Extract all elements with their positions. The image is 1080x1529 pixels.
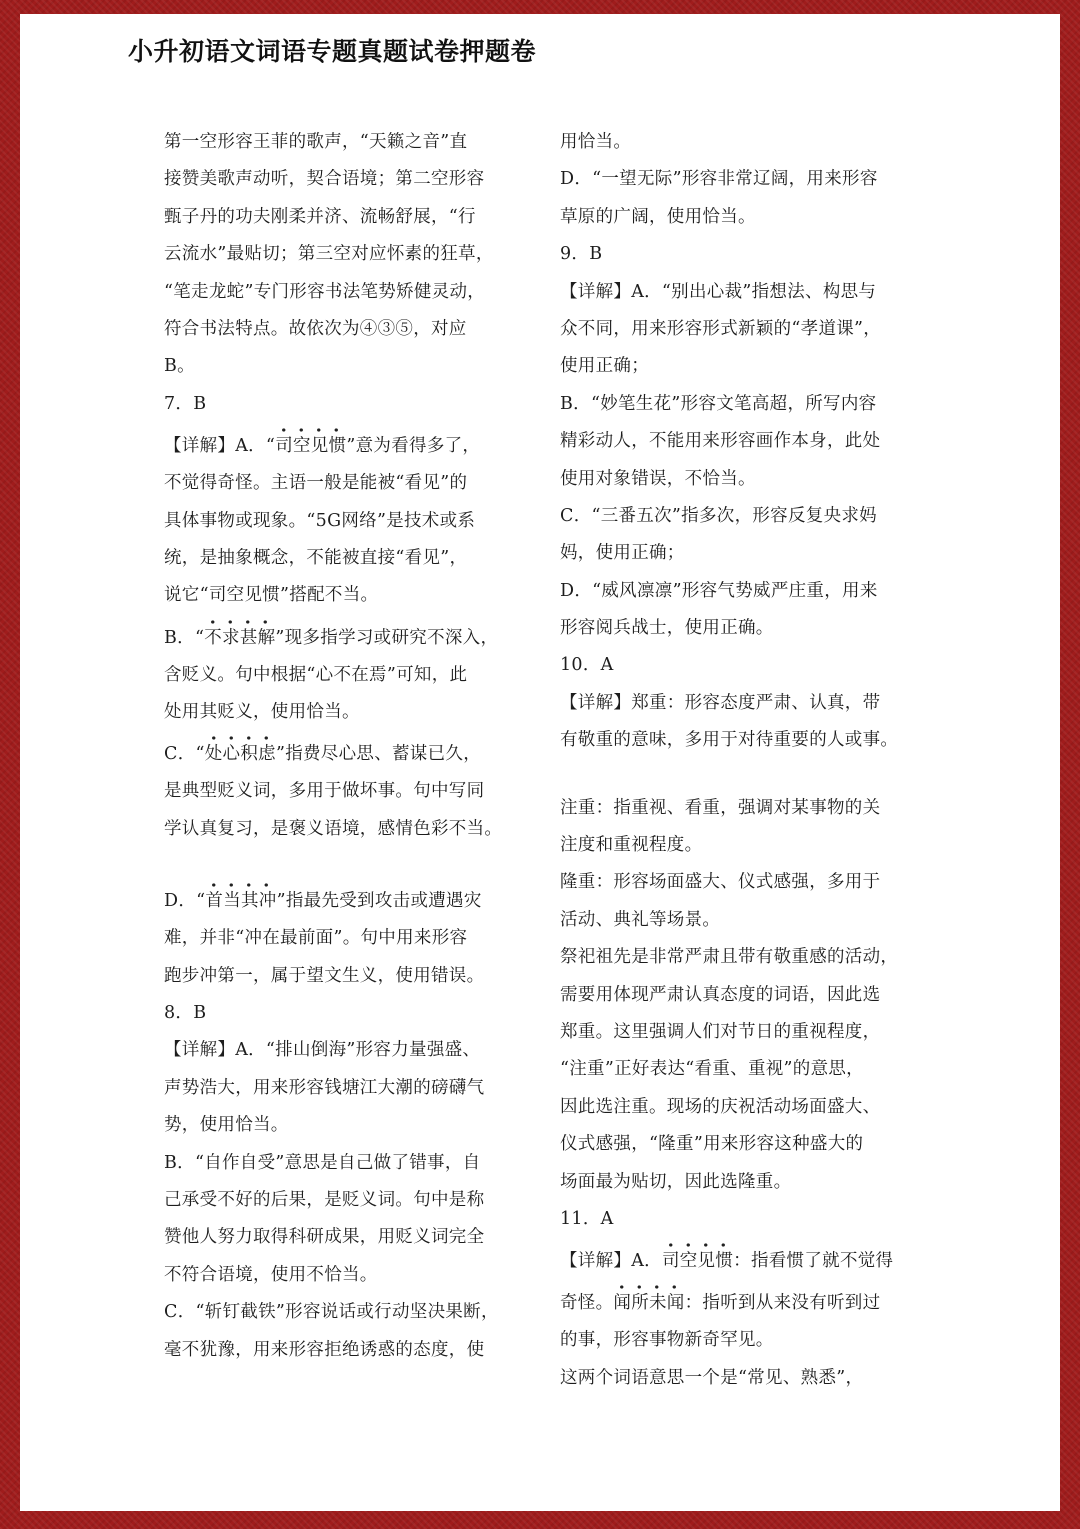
text-segment: ：指看惯了就不觉得 [733,1251,894,1272]
text-line: 声势浩大，用来形容钱塘江大潮的磅礴气 [164,1077,485,1098]
text-line: 妈，使用正确； [560,543,685,564]
text-line: D．“威风凛凛”形容气势威严庄重，用来 [560,580,878,601]
text-line: 有敬重的意味，多用于对待重要的人或事。 [560,730,899,751]
emphasized-term: 司空见惯 [275,426,346,456]
text-line: 具体事物或现象。“5G网络”是技术或系 [164,510,476,531]
text-line: 仪式感强，“隆重”用来形容这种盛大的 [560,1134,864,1155]
text-line: 8．B [164,1003,207,1024]
text-line: 因此选注重。现场的庆祝活动场面盛大、 [560,1096,881,1117]
text-line: C．“斩钉截铁”形容说话或行动坚决果断， [164,1302,499,1323]
text-line: 毫不犹豫，用来形容拒绝诱惑的态度，使 [164,1339,485,1360]
paragraph-gap [560,760,928,790]
text-line: 甄子丹的功夫刚柔并济、流畅舒展，“行 [164,206,476,227]
paragraph-gap [164,848,532,878]
text-line: 含贬义。句中根据“心不在焉”可知，此 [164,664,468,685]
text-line: 使用对象错误，不恰当。 [560,468,756,489]
text-segment: B．“ [164,627,205,648]
text-line: 使用正确； [560,356,649,377]
text-line: 跑步冲第一，属于望文生义，使用错误。 [164,965,485,986]
text-line: 精彩动人，不能用来形容画作本身，此处 [560,431,881,452]
text-line: 赞他人努力取得科研成果，用贬义词完全 [164,1227,485,1248]
text-line: 符合书法特点。故依次为④③⑤，对应 [164,318,467,339]
text-line: 学认真复习，是褒义语境，感情色彩不当。 [164,818,503,839]
text-line [164,878,532,920]
text-line: 【详解】郑重：形容态度严肃、认真，带 [560,692,881,713]
text-line: 【详解】A．“别出心裁”指想法、构思与 [560,281,877,302]
text-segment: ”指最先受到攻击或遭遇灾 [276,891,482,912]
text-line: 草原的广阔，使用恰当。 [560,206,756,227]
text-line: D．“一望无际”形容非常辽阔，用来形容 [560,169,878,190]
text-segment: ”现多指学习或研究不深入， [275,627,499,648]
text-line: C．“三番五次”指多次，形容反复央求妈 [560,505,877,526]
text-line: 10．A [560,655,614,676]
text-line: 统，是抽象概念，不能被直接“看见”， [164,547,468,568]
text-line: 【详解】A．“排山倒海”形容力量强盛、 [164,1040,481,1061]
text-line: 说它“司空见惯”搭配不当。 [164,585,379,606]
text-line: “注重”正好表达“看重、重视”的意思， [560,1059,864,1080]
text-line: 注重：指重视、看重，强调对某事物的关 [560,797,881,818]
text-line: “笔走龙蛇”专门形容书法笔势矫健灵动， [164,281,486,302]
text-segment: 【详解】A． [560,1251,662,1272]
text-segment: C．“ [164,744,205,765]
text-line: 注度和重视程度。 [560,835,703,856]
text-line [560,1238,928,1280]
emphasized-term: 处心积虑 [205,734,276,764]
text-segment: ：指听到从来没有听到过 [684,1293,881,1314]
text-segment: D．“ [164,891,206,912]
text-line: 郑重。这里强调人们对节日的重视程度， [560,1021,881,1042]
text-line: 难，并非“冲在最前面”。句中用来形容 [164,928,468,949]
text-line: 形容阅兵战士，使用正确。 [560,618,774,639]
text-line: B．“自作自受”意思是自己做了错事，自 [164,1152,481,1173]
text-segment: ”意为看得多了， [346,436,481,457]
text-line: 需要用体现严肃认真态度的词语，因此选 [560,984,881,1005]
emphasized-term: 闻所未闻 [613,1283,684,1313]
text-line: 接赞美歌声动听，契合语境；第二空形容 [164,169,485,190]
answer-column-right [560,124,928,1397]
text-line: B。 [164,356,195,377]
text-line: 7．B [164,393,207,414]
exam-page [20,14,1060,1511]
text-line: 这两个词语意思一个是“常见、熟悉”， [560,1367,864,1388]
text-line: 是典型贬义词，多用于做坏事。句中写同 [164,781,485,802]
text-line: 祭祀祖先是非常严肃且带有敬重感的活动， [560,947,899,968]
text-line: 隆重：形容场面盛大、仪式感强，多用于 [560,872,881,893]
answer-column-left [164,124,532,1369]
text-line [560,1280,928,1322]
text-segment: 奇怪。 [560,1293,614,1314]
text-line: 云流水”最贴切；第三空对应怀素的狂草， [164,244,494,265]
text-line [164,731,532,773]
text-line: B．“妙笔生花”形容文笔高超，所写内容 [560,393,877,414]
text-line: 场面最为贴切，因此选隆重。 [560,1171,792,1192]
text-line: 用恰当。 [560,132,632,152]
text-line: 的事，形容事物新奇罕见。 [560,1330,774,1351]
text-line: 活动、典礼等场景。 [560,909,721,930]
text-segment: 【详解】A．“ [164,436,276,457]
text-line: 不觉得奇怪。主语一般是能被“看见”的 [164,473,468,494]
text-line: 不符合语境，使用不恰当。 [164,1264,378,1285]
text-line [164,615,532,657]
page-title: 小升初语文词语专题真题试卷押题卷 [128,37,537,66]
text-line [164,423,532,465]
emphasized-term: 司空见惯 [662,1241,733,1271]
text-line: 众不同，用来形容形式新颖的“孝道课”， [560,318,882,339]
emphasized-term: 不求甚解 [204,618,275,648]
text-line: 己承受不好的后果，是贬义词。句中是称 [164,1189,485,1210]
text-line: 第一空形容王菲的歌声，“天籁之音”直 [164,132,468,152]
text-segment: ”指费尽心思、蓄谋已久， [275,744,481,765]
text-line: 11．A [560,1208,614,1229]
text-line: 9．B [560,244,603,265]
text-line: 处用其贬义，使用恰当。 [164,702,360,723]
emphasized-term: 首当其冲 [205,881,276,911]
text-line: 势，使用恰当。 [164,1115,289,1136]
